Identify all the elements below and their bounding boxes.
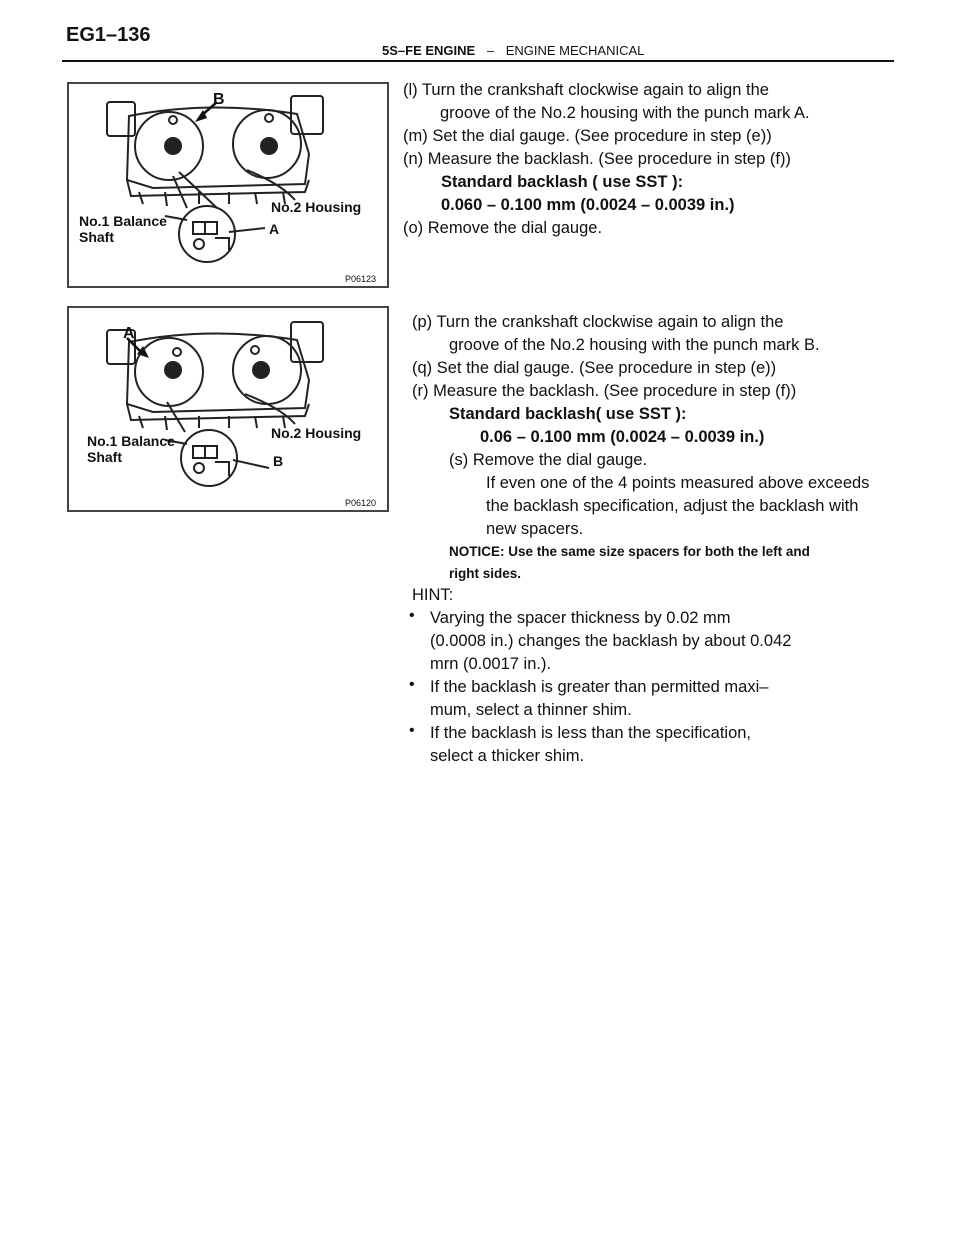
hint-bullet-2: •	[409, 676, 415, 693]
hint-2-line1: If the backlash is greater than permitted maxi–	[430, 678, 769, 696]
fig1-code: P06123	[345, 274, 377, 284]
step-s-detail-1: If even one of the 4 points measured above exceeds	[486, 474, 870, 492]
hint-2-line2: mum, select a thinner shim.	[430, 701, 632, 719]
fig1-label-b: B	[213, 91, 225, 108]
figure-balance-shaft-mark-a	[67, 82, 389, 288]
figure1-drawing	[69, 84, 387, 286]
header-rule	[62, 60, 894, 62]
fig1-label-no2: No.2 Housing	[271, 199, 362, 215]
fig2-code: P06120	[345, 498, 377, 508]
hint-3-line2: select a thicker shim.	[430, 747, 585, 765]
step-o: (o) Remove the dial gauge.	[403, 219, 603, 237]
step-s: (s) Remove the dial gauge.	[449, 451, 648, 469]
header-dash: –	[486, 43, 495, 58]
hint-title: HINT:	[412, 586, 454, 604]
notice-line1: NOTICE: Use the same size spacers for both the left and	[449, 544, 810, 559]
step-n: (n) Measure the backlash. (See procedure in step (f))	[403, 150, 791, 168]
hint-3-line1: If the backlash is less than the specification,	[430, 724, 752, 742]
notice-line2: right sides.	[449, 566, 522, 581]
step-l-line1: (l) Turn the crankshaft clockwise again to align the	[403, 81, 769, 99]
figure-balance-shaft-mark-b	[67, 306, 389, 512]
fig1-label-a: A	[269, 221, 280, 237]
step-s-detail-3: new spacers.	[486, 520, 584, 538]
standard-backlash-value-2: 0.06 – 0.100 mm (0.0024 – 0.0039 in.)	[480, 428, 765, 446]
figure2-drawing	[69, 308, 387, 510]
step-s-detail-2: the backlash specification, adjust the backlash with	[486, 497, 859, 515]
hint-1-line1: Varying the spacer thickness by 0.02 mm	[430, 609, 731, 627]
fig2-label-no2: No.2 Housing	[271, 425, 362, 441]
standard-backlash-value-1: 0.060 – 0.100 mm (0.0024 – 0.0039 in.)	[441, 196, 735, 214]
fig2-label-no1-line2: Shaft	[87, 449, 122, 465]
standard-backlash-label-2: Standard backlash( use SST ):	[449, 405, 687, 423]
step-p-line1: (p) Turn the crankshaft clockwise again to align the	[412, 313, 784, 331]
hint-bullet-3: •	[409, 722, 415, 739]
step-p-line2: groove of the No.2 housing with the punch mark B.	[449, 336, 820, 354]
hint-bullet-1: •	[409, 607, 415, 624]
section-name: ENGINE MECHANICAL	[505, 43, 645, 58]
fig2-label-no1-line1: No.1 Balance	[87, 433, 175, 449]
step-r: (r) Measure the backlash. (See procedure in step (f))	[412, 382, 797, 400]
step-q: (q) Set the dial gauge. (See procedure in step (e))	[412, 359, 777, 377]
hint-1-line2: (0.0008 in.) changes the backlash by about 0.042	[430, 632, 792, 650]
engine-name: 5S–FE ENGINE	[382, 43, 476, 58]
fig1-label-no1-line2: Shaft	[79, 229, 114, 245]
page-number: EG1–136	[66, 24, 151, 46]
fig1-label-no1-line1: No.1 Balance	[79, 213, 167, 229]
fig2-label-a: A	[123, 325, 135, 342]
standard-backlash-label-1: Standard backlash ( use SST ):	[441, 173, 684, 191]
step-l-line2: groove of the No.2 housing with the punch mark A.	[440, 104, 810, 122]
fig2-label-b: B	[273, 453, 284, 469]
running-header	[382, 43, 644, 58]
hint-1-line3: mrn (0.0017 in.).	[430, 655, 552, 673]
step-m: (m) Set the dial gauge. (See procedure in step (e))	[403, 127, 772, 145]
